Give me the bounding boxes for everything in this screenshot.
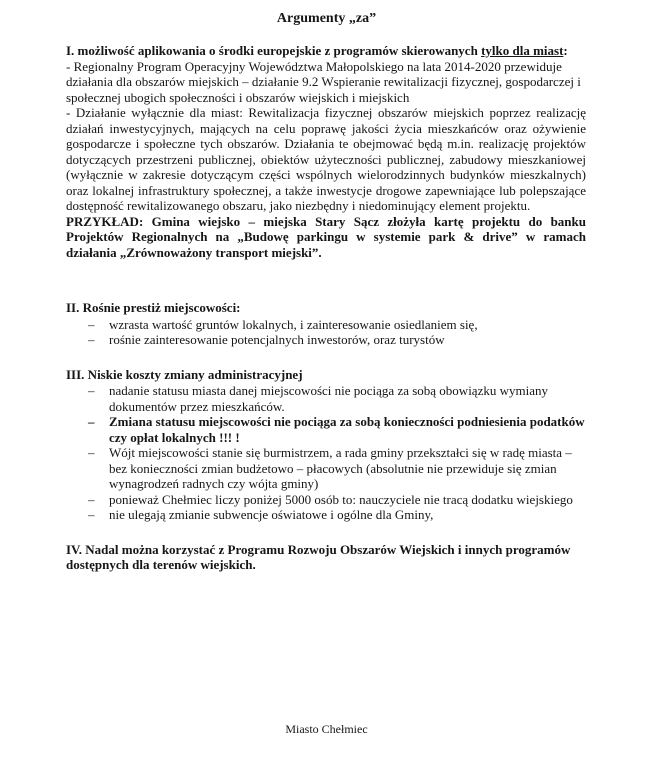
dash-marker: – [88,332,95,347]
section-2-heading: II. Rośnie prestiż miejscowości: [66,300,241,315]
spacer [66,523,586,542]
section-1-heading-underlined: tylko dla miast [481,43,564,58]
document-footer: Miasto Chełmiec [285,722,368,736]
list-item [66,492,586,508]
dash-marker: – [88,383,95,398]
dash-marker: – [88,507,95,522]
section-1-heading-colon: : [563,43,568,58]
section-2-list [66,317,586,348]
list-item-text: Zmiana statusu miejscowości nie pociąga za sobą konieczności podniesienia podatków czy opłat lokalnych !!! ! [109,414,585,445]
list-item [66,507,586,523]
spacer [66,260,586,300]
list-item-text: rośnie zainteresowanie potencjalnych inwestorów, oraz turystów [109,332,445,347]
section-3-list [66,383,586,523]
list-item-text: nadanie statusu miasta danej miejscowości nie pociąga za sobą obowiązku wymiany dokumentów przez mieszkańców. [109,383,548,414]
list-item-text: ponieważ Chełmiec liczy poniżej 5000 osób to: nauczyciele nie tracą dodatku wiejskiego [109,491,573,507]
section-1-paragraph-action: - Działanie wyłącznie dla miast: Rewitalizacja fizycznej obszarów miejskich poprzez realizację działań inwestycyjnych, mających na celu poprawę jakości życia mieszkańców oraz ożywienie gospodarcze i społeczne tych obszarów. Działania te obejmować będą m.in. realizację projektów dotyczących przestrzeni publicznej, obiektów użyteczności publicznej, zabudowy mieszkaniowej (wyłącznie w zakresie dotyczącym części wspólnych wielorodzinnych budynków mieszkalnych) oraz lokalnej infrastruktury społecznej, a także inwestycje drogowe zapewniające lub polepszające dostępność rewitalizowanego obszaru, jako niezbędny i niedominujący element projektu. [66,105,586,213]
dash-marker: – [88,414,95,429]
list-item [66,332,586,348]
dash-marker: – [88,445,95,460]
section-1-heading-text: I. możliwość aplikowania o środki europejskie z programów skierowanych [66,43,482,58]
section-1-heading [66,43,586,59]
list-item [66,317,586,333]
list-item [66,445,586,492]
list-item-text: wzrasta wartość gruntów lokalnych, i zainteresowanie osiedlaniem się, [109,316,478,332]
section-1-example: PRZYKŁAD: Gmina wiejsko – miejska Stary Sącz złożyła kartę projektu do banku Projektów Regionalnych na „Budowę parkingu w systemie park & drive” w ramach działania „Zrównoważony transport miejski”. [66,213,586,260]
dash-marker: – [88,316,95,332]
section-3-heading: III. Niskie koszty zmiany administracyjnej [66,366,303,382]
list-item-bold [66,414,586,445]
document-body [66,43,586,573]
document-title: Argumenty „za” [276,11,377,26]
section-1-paragraph-program: - Regionalny Program Operacyjny Województwa Małopolskiego na lata 2014-2020 przewiduje działania dla obszarów miejskich – działanie 9.2 Wspieranie rewitalizacji fizycznej, gospodarczej i społecznej ubogich społeczności i obszarów wiejskich i miejskich [66,58,581,105]
list-item-text: nie ulegają zmianie subwencje oświatowe i ogólne dla Gminy, [109,507,434,522]
list-item-text: Wójt miejscowości stanie się burmistrzem, a rada gminy przekształci się w radę miasta – bez konieczności zmian budżetowo – płacowych (absolutnie nie przewiduje się zmian wynagrodzeń radnych czy wójta gminy) [109,445,572,491]
spacer [66,348,586,367]
dash-marker: – [88,491,95,507]
list-item [66,383,586,414]
section-4-heading: IV. Nadal można korzystać z Programu Rozwoju Obszarów Wiejskich i innych programów dostępnych dla terenów wiejskich. [66,541,571,572]
